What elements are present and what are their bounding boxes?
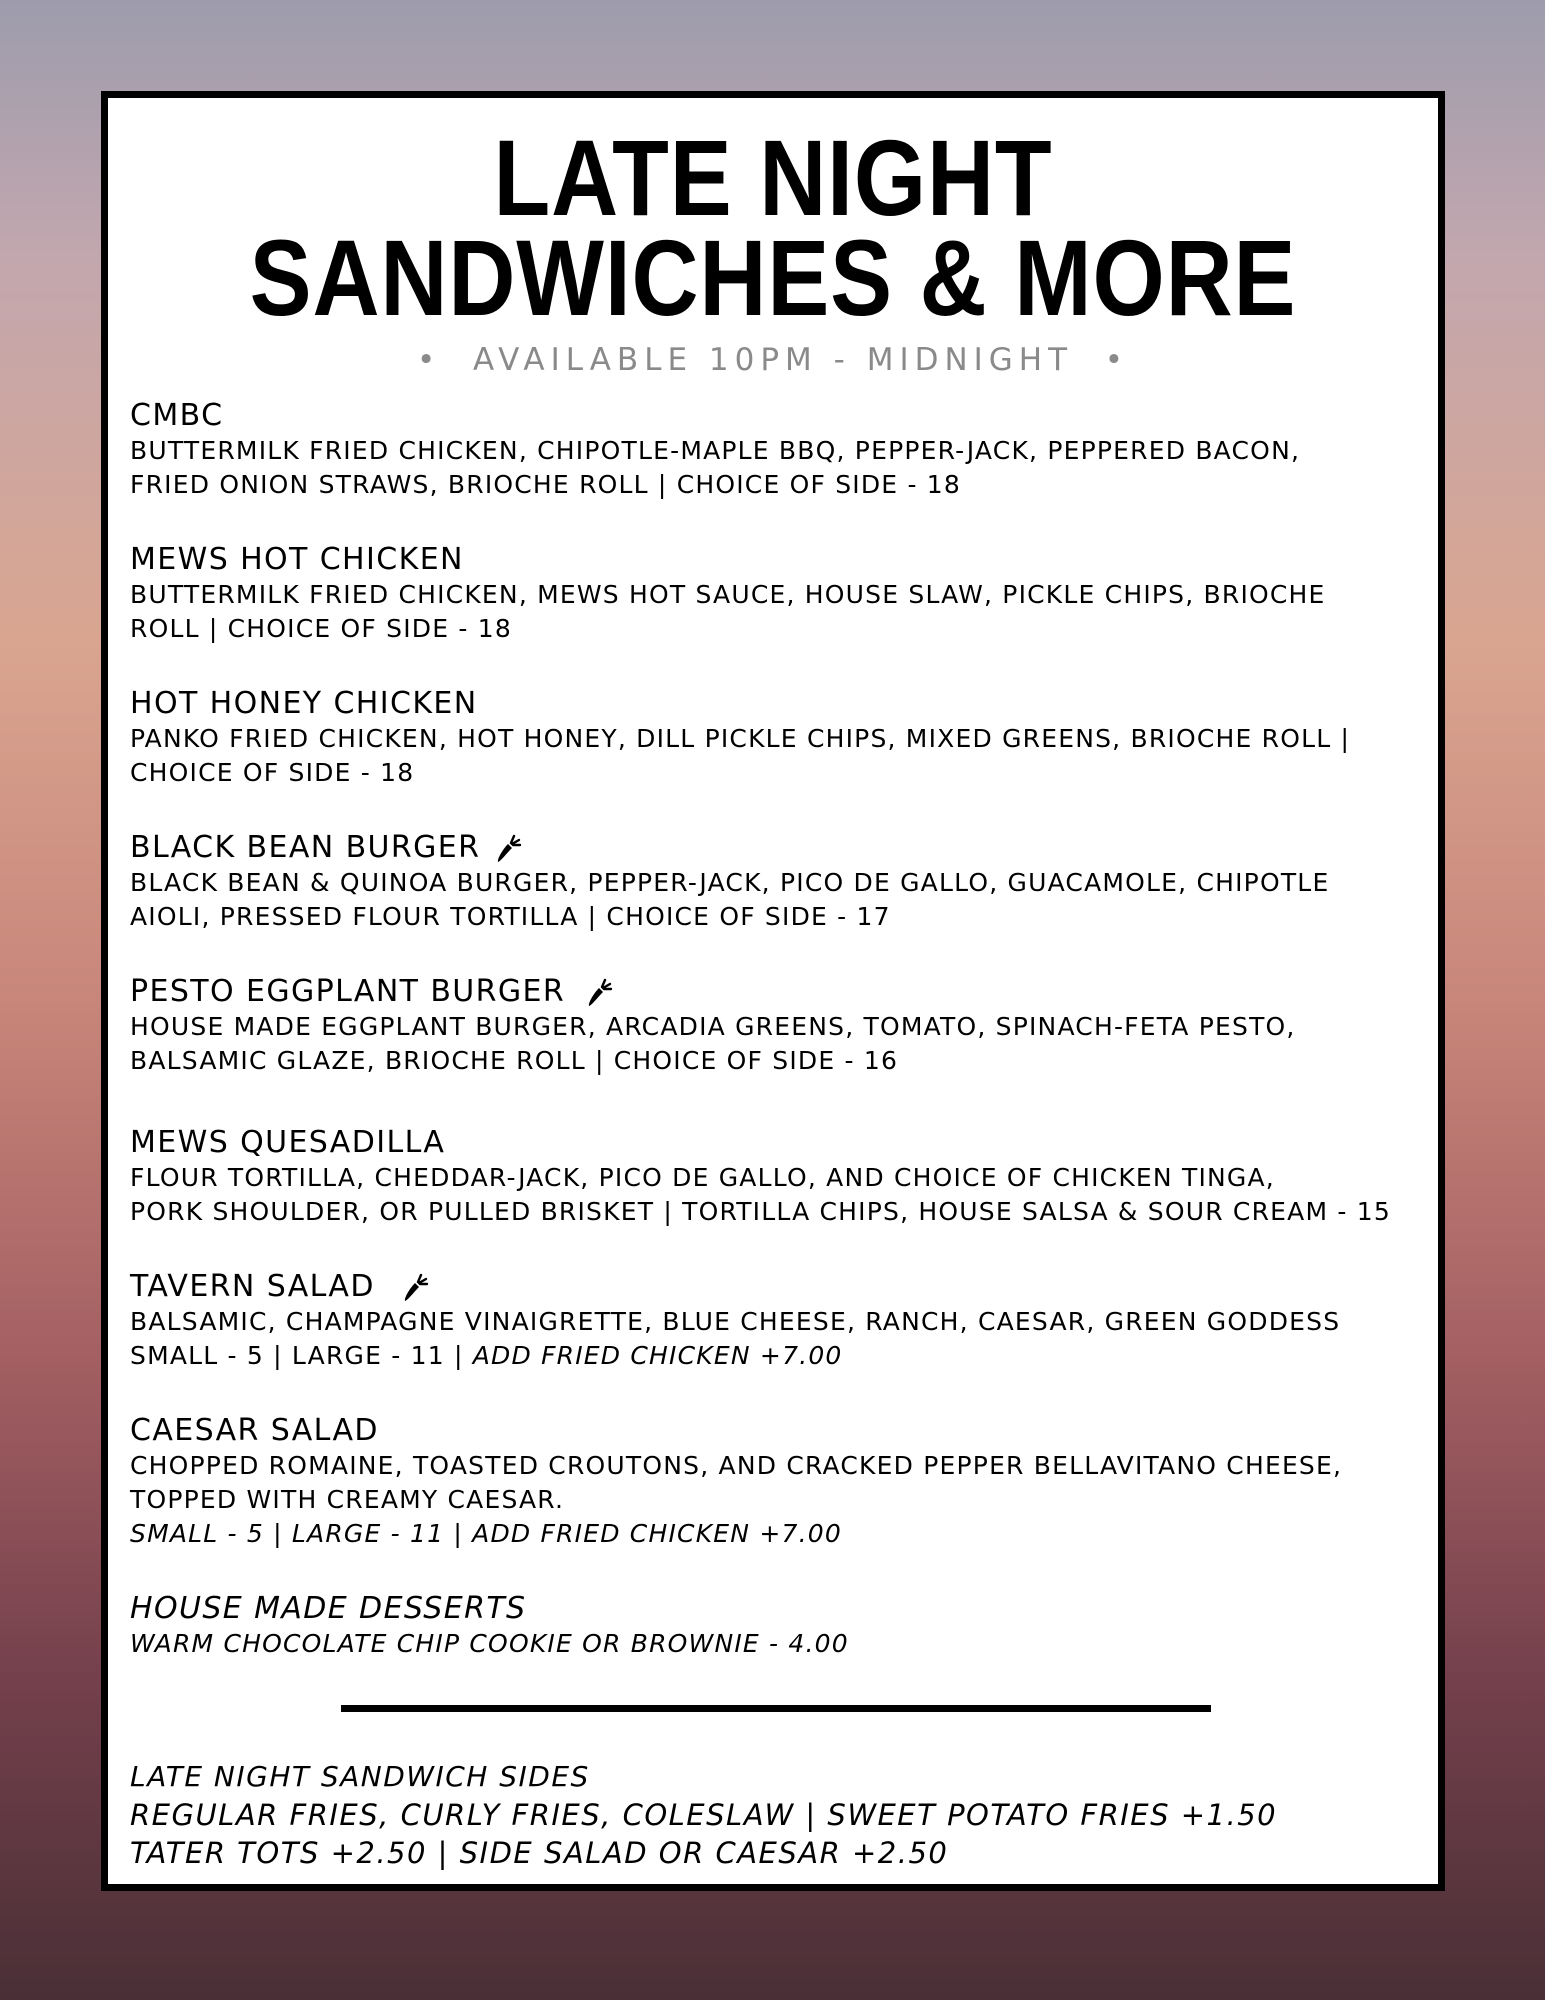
menu-title-line-2: SANDWICHES & MORE <box>249 217 1297 338</box>
menu-title-line-1: LATE NIGHT <box>493 117 1053 238</box>
item-desc-line: AIOLI, PRESSED FLOUR TORTILLA | CHOICE OF SIDE - 17 <box>130 902 891 931</box>
section-divider <box>341 1705 1211 1712</box>
item-name: BLACK BEAN BURGER <box>130 830 481 865</box>
item-price: SMALL - 5 | LARGE - 11 | <box>130 1341 473 1370</box>
carrot-icon <box>494 832 522 864</box>
sides-line: REGULAR FRIES, CURLY FRIES, COLESLAW | SWEET POTATO FRIES +1.50 <box>130 1798 1278 1832</box>
item-desc-line: WARM CHOCOLATE CHIP COOKIE OR BROWNIE - 4.00 <box>130 1629 849 1658</box>
item-desc-line: BALSAMIC GLAZE, BRIOCHE ROLL | CHOICE OF SIDE - 16 <box>130 1046 899 1075</box>
item-desc-line: PANKO FRIED CHICKEN, HOT HONEY, DILL PICKLE CHIPS, MIXED GREENS, BRIOCHE ROLL | <box>130 724 1351 753</box>
sides-line: TATER TOTS +2.50 | SIDE SALAD OR CAESAR +2.50 <box>130 1836 949 1870</box>
menu-item-hot-honey-chicken <box>130 686 1430 790</box>
item-desc-line: FLOUR TORTILLA, CHEDDAR-JACK, PICO DE GALLO, AND CHOICE OF CHICKEN TINGA, <box>130 1163 1275 1192</box>
item-desc-line: BALSAMIC, CHAMPAGNE VINAIGRETTE, BLUE CHEESE, RANCH, CAESAR, GREEN GODDESS <box>130 1307 1341 1336</box>
menu-item-pesto-eggplant-burger <box>130 974 1430 1078</box>
menu-item-house-made-desserts <box>130 1591 1430 1661</box>
menu-item-caesar-salad <box>130 1413 1430 1551</box>
item-desc-line: CHOICE OF SIDE - 18 <box>130 758 415 787</box>
menu-item-mews-hot-chicken <box>130 542 1430 646</box>
item-name: HOUSE MADE DESSERTS <box>130 1591 527 1626</box>
item-price-line: SMALL - 5 | LARGE - 11 | ADD FRIED CHICKEN +7.00 <box>130 1519 842 1548</box>
item-name: CAESAR SALAD <box>130 1413 379 1448</box>
sides-title: LATE NIGHT SANDWICH SIDES <box>130 1760 590 1793</box>
item-name: CMBC <box>130 398 224 433</box>
item-desc-line: BLACK BEAN & QUINOA BURGER, PEPPER-JACK, PICO DE GALLO, GUACAMOLE, CHIPOTLE <box>130 868 1330 897</box>
item-desc-line: HOUSE MADE EGGPLANT BURGER, ARCADIA GREENS, TOMATO, SPINACH-FETA PESTO, <box>130 1012 1296 1041</box>
item-price-line <box>130 1339 1430 1373</box>
menu-card <box>101 91 1445 1891</box>
item-name: HOT HONEY CHICKEN <box>130 686 478 721</box>
item-desc-line: BUTTERMILK FRIED CHICKEN, CHIPOTLE-MAPLE BBQ, PEPPER-JACK, PEPPERED BACON, <box>130 436 1301 465</box>
sandwich-sides <box>130 1758 1430 1872</box>
item-addon: ADD FRIED CHICKEN +7.00 <box>472 1341 843 1370</box>
availability-note: • AVAILABLE 10PM - MIDNIGHT • <box>416 342 1130 378</box>
menu-item-tavern-salad <box>130 1269 1430 1373</box>
menu-item-mews-quesadilla <box>130 1125 1430 1229</box>
item-desc-line: FRIED ONION STRAWS, BRIOCHE ROLL | CHOICE OF SIDE - 18 <box>130 470 962 499</box>
item-name: MEWS HOT CHICKEN <box>130 542 464 577</box>
carrot-icon <box>401 1271 429 1303</box>
item-desc-line: ROLL | CHOICE OF SIDE - 18 <box>130 614 512 643</box>
item-desc-line: BUTTERMILK FRIED CHICKEN, MEWS HOT SAUCE, HOUSE SLAW, PICKLE CHIPS, BRIOCHE <box>130 580 1326 609</box>
item-desc-line: CHOPPED ROMAINE, TOASTED CROUTONS, AND CRACKED PEPPER BELLAVITANO CHEESE, <box>130 1451 1343 1480</box>
item-name: TAVERN SALAD <box>130 1269 375 1304</box>
item-desc-line: PORK SHOULDER, OR PULLED BRISKET | TORTILLA CHIPS, HOUSE SALSA & SOUR CREAM - 15 <box>130 1197 1391 1226</box>
item-desc-line: TOPPED WITH CREAMY CAESAR. <box>130 1485 565 1514</box>
menu-item-black-bean-burger <box>130 830 1430 934</box>
item-name: PESTO EGGPLANT BURGER <box>130 974 566 1009</box>
item-name: MEWS QUESADILLA <box>130 1125 446 1160</box>
menu-item-cmbc <box>130 398 1430 502</box>
carrot-icon <box>585 976 613 1008</box>
